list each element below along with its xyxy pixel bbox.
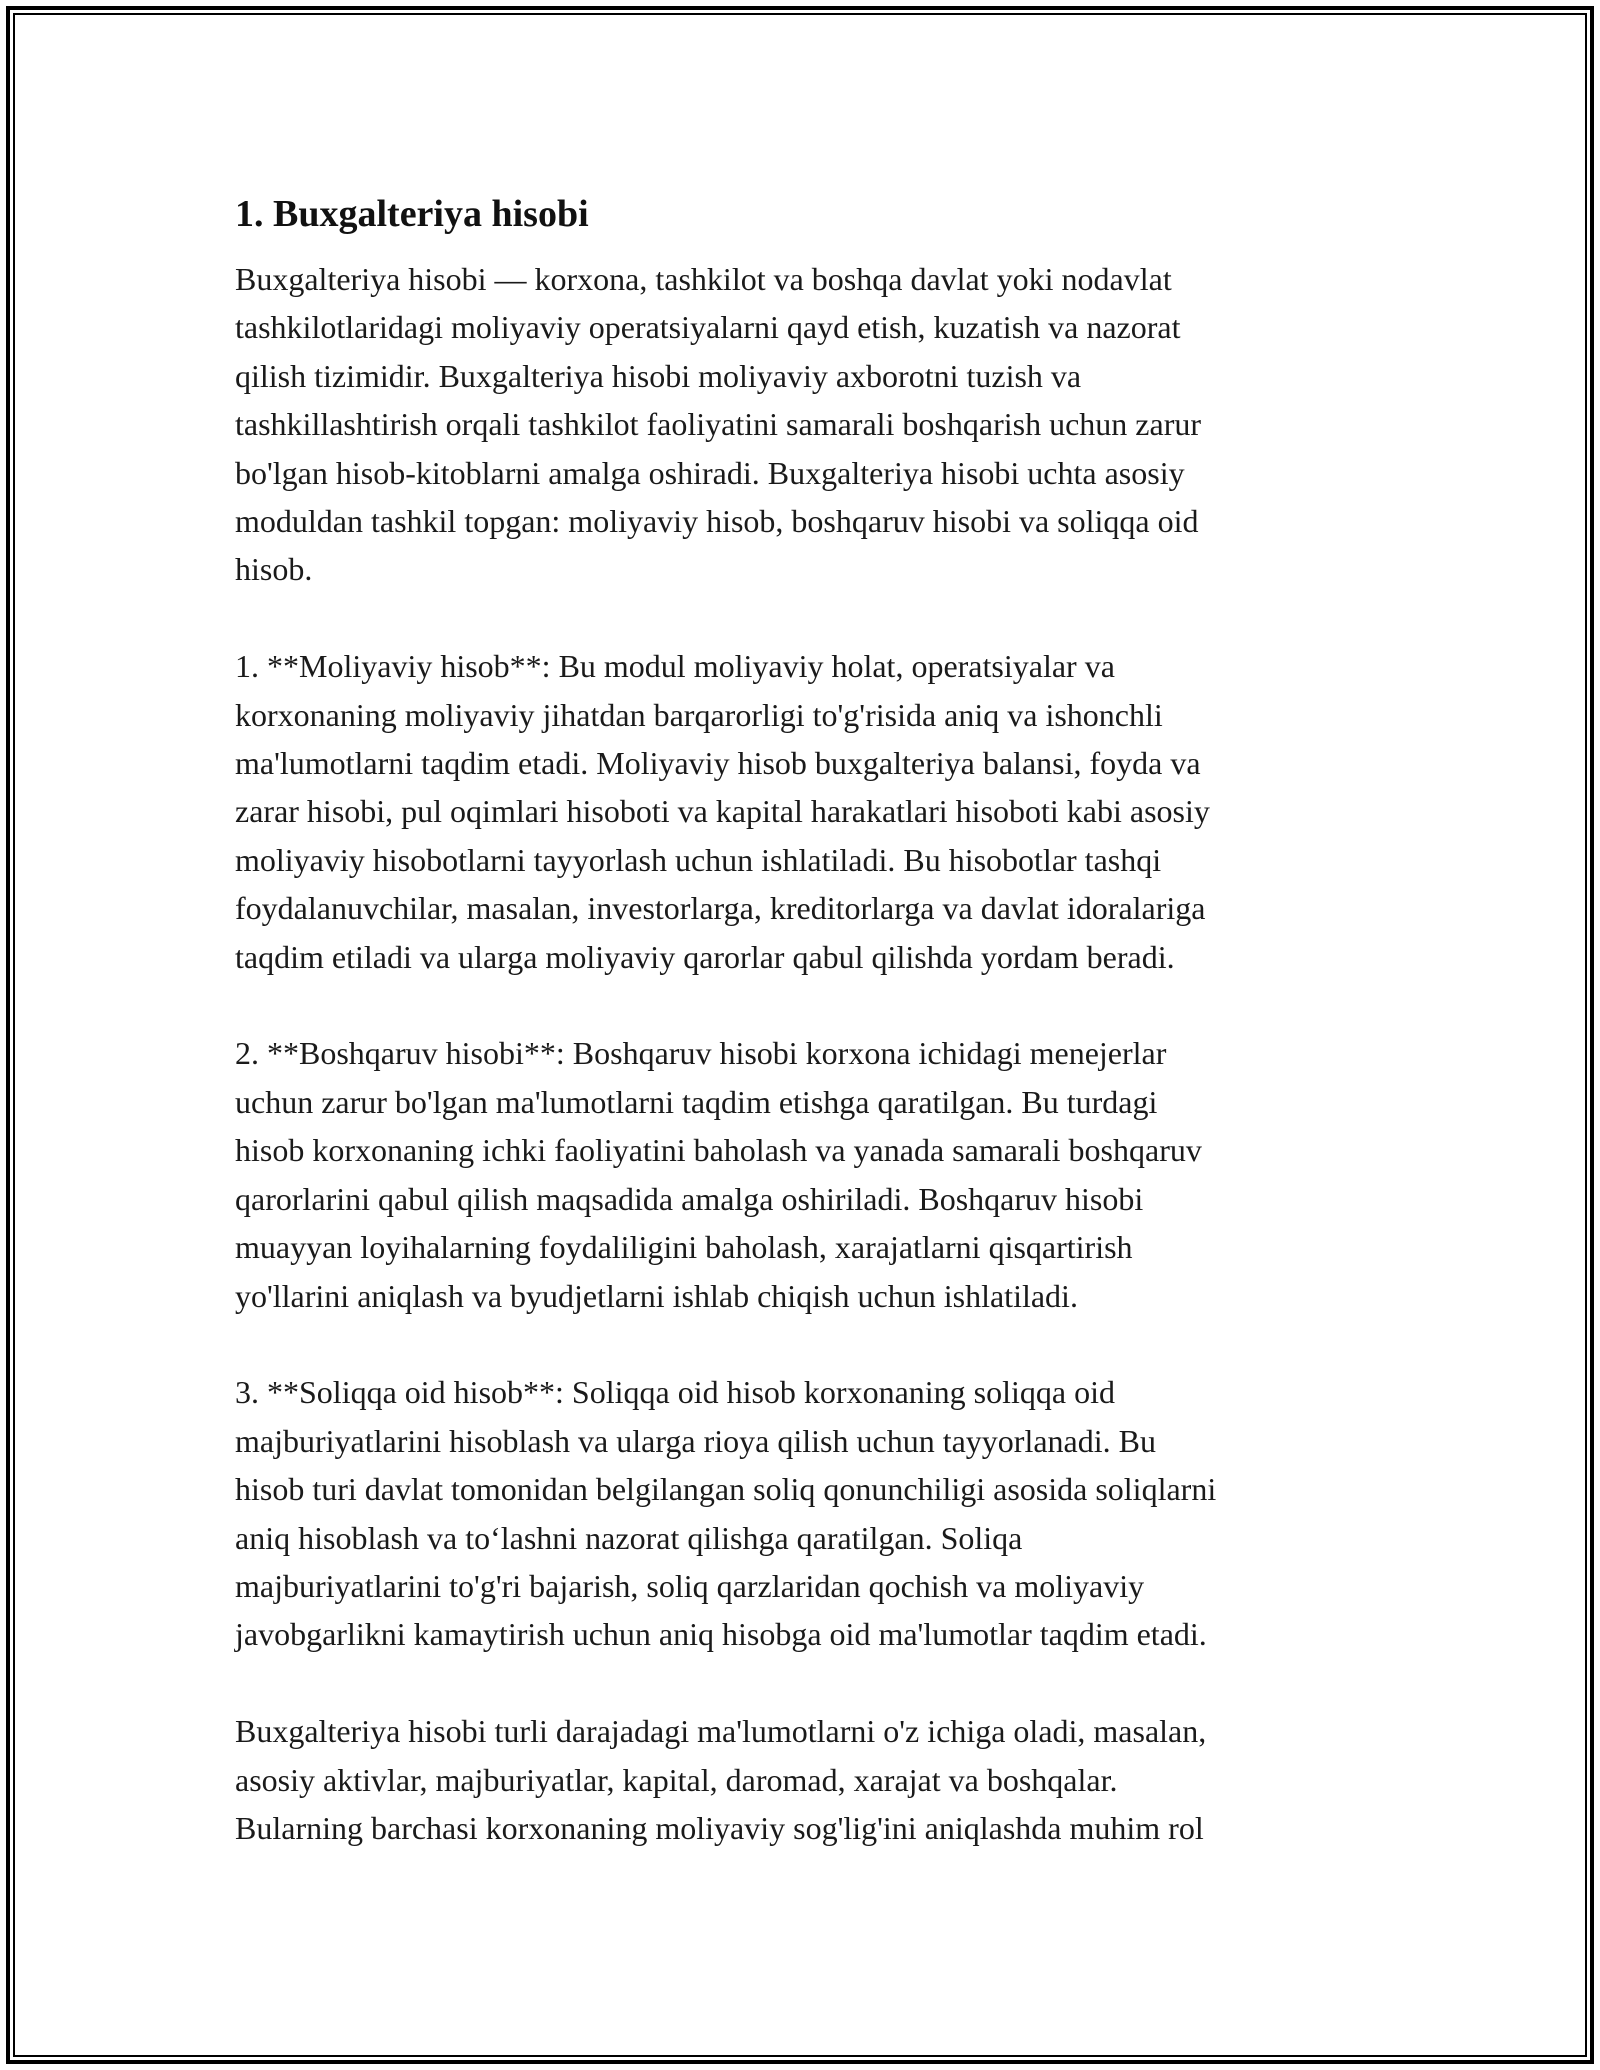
text-line: uchun zarur bo'lgan ma'lumotlarni taqdim etishga qaratilgan. Bu turdagi [235,1083,1158,1120]
text-line: Buxgalteriya hisobi — korxona, tashkilot va boshqa davlat yoki nodavlat [235,261,1172,297]
text-line: korxonaning moliyaviy jihatdan barqarorligi to'g'risida aniq va ishonchli [235,696,1163,733]
text-line: bo'lgan hisob-kitoblarni amalga oshiradi. Buxgalteriya hisobi uchta asosiy [235,454,1185,491]
text-line: 2. **Boshqaruv hisobi**: Boshqaruv hisobi korxona ichidagi menejerlar [235,1035,1167,1072]
text-line: hisob. [235,551,313,588]
paragraph-tax-accounting [235,1368,1375,1658]
text-line: hisob turi davlat tomonidan belgilangan soliq qonunchiligi asosida soliqlarni [235,1471,1217,1508]
section-heading: 1. Buxgalteriya hisobi [235,193,589,235]
text-line: javobgarlikni kamaytirish uchun aniq hisobga oid ma'lumotlar taqdim etadi. [235,1616,1207,1653]
text-line: Bularning barchasi korxonaning moliyaviy sog'lig'ini aniqlashda muhim rol [235,1809,1204,1846]
text-line: 1. **Moliyaviy hisob**: Bu modul moliyaviy holat, operatsiyalar va [235,648,1115,685]
text-line: majburiyatlarini hisoblash va ularga rioya qilish uchun tayyorlanadi. Bu [235,1422,1156,1459]
text-line: zarar hisobi, pul oqimlari hisoboti va kapital harakatlari hisoboti kabi asosiy [235,793,1210,830]
text-line: yo'llarini aniqlash va byudjetlarni ishlab chiqish uchun ishlatiladi. [235,1277,1078,1314]
text-line: majburiyatlarini to'g'ri bajarish, soliq qarzlaridan qochish va moliyaviy [235,1567,1145,1604]
text-line: ma'lumotlarni taqdim etadi. Moliyaviy hisob buxgalteriya balansi, foyda va [235,745,1201,782]
text-line: muayyan loyihalarning foydaliligini baholash, xarajatlarni qisqartirish [235,1229,1133,1266]
text-line: foydalanuvchilar, masalan, investorlarga, kreditorlarga va davlat idoralariga [235,890,1206,927]
text-line: qilish tizimidir. Buxgalteriya hisobi moliyaviy axborotni tuzish va [235,357,1082,394]
text-line: tashkilotlaridagi moliyaviy operatsiyalarni qayd etish, kuzatish va nazorat [235,309,1181,346]
paragraph-financial-accounting [235,642,1375,981]
paragraph-summary [235,1707,1375,1852]
text-line: hisob korxonaning ichki faoliyatini baholash va yanada samarali boshqaruv [235,1132,1202,1169]
text-line: Buxgalteriya hisobi turli darajadagi ma'lumotlarni o'z ichiga oladi, masalan, [235,1713,1207,1750]
paragraph-management-accounting [235,1029,1375,1319]
text-line: moliyaviy hisobotlarni tayyorlash uchun ishlatiladi. Bu hisobotlar tashqi [235,841,1162,878]
document-body [235,185,1375,1901]
text-line: moduldan tashkil topgan: moliyaviy hisob, boshqaruv hisobi va soliqqa oid [235,503,1199,540]
text-line: taqdim etiladi va ularga moliyaviy qarorlar qabul qilishda yordam beradi. [235,938,1175,975]
text-line: tashkillashtirish orqali tashkilot faoliyatini samarali boshqarish uchun zarur [235,406,1201,443]
text-line: qarorlarini qabul qilish maqsadida amalga oshiriladi. Boshqaruv hisobi [235,1180,1144,1217]
text-line: asosiy aktivlar, majburiyatlar, kapital, daromad, xarajat va boshqalar. [235,1761,1118,1798]
text-line: aniq hisoblash va to‘lashni nazorat qilishga qaratilgan. Soliqa [235,1519,1023,1556]
paragraph-intro [235,255,1375,594]
text-line: 3. **Soliqqa oid hisob**: Soliqqa oid hisob korxonaning soliqqa oid [235,1374,1115,1411]
